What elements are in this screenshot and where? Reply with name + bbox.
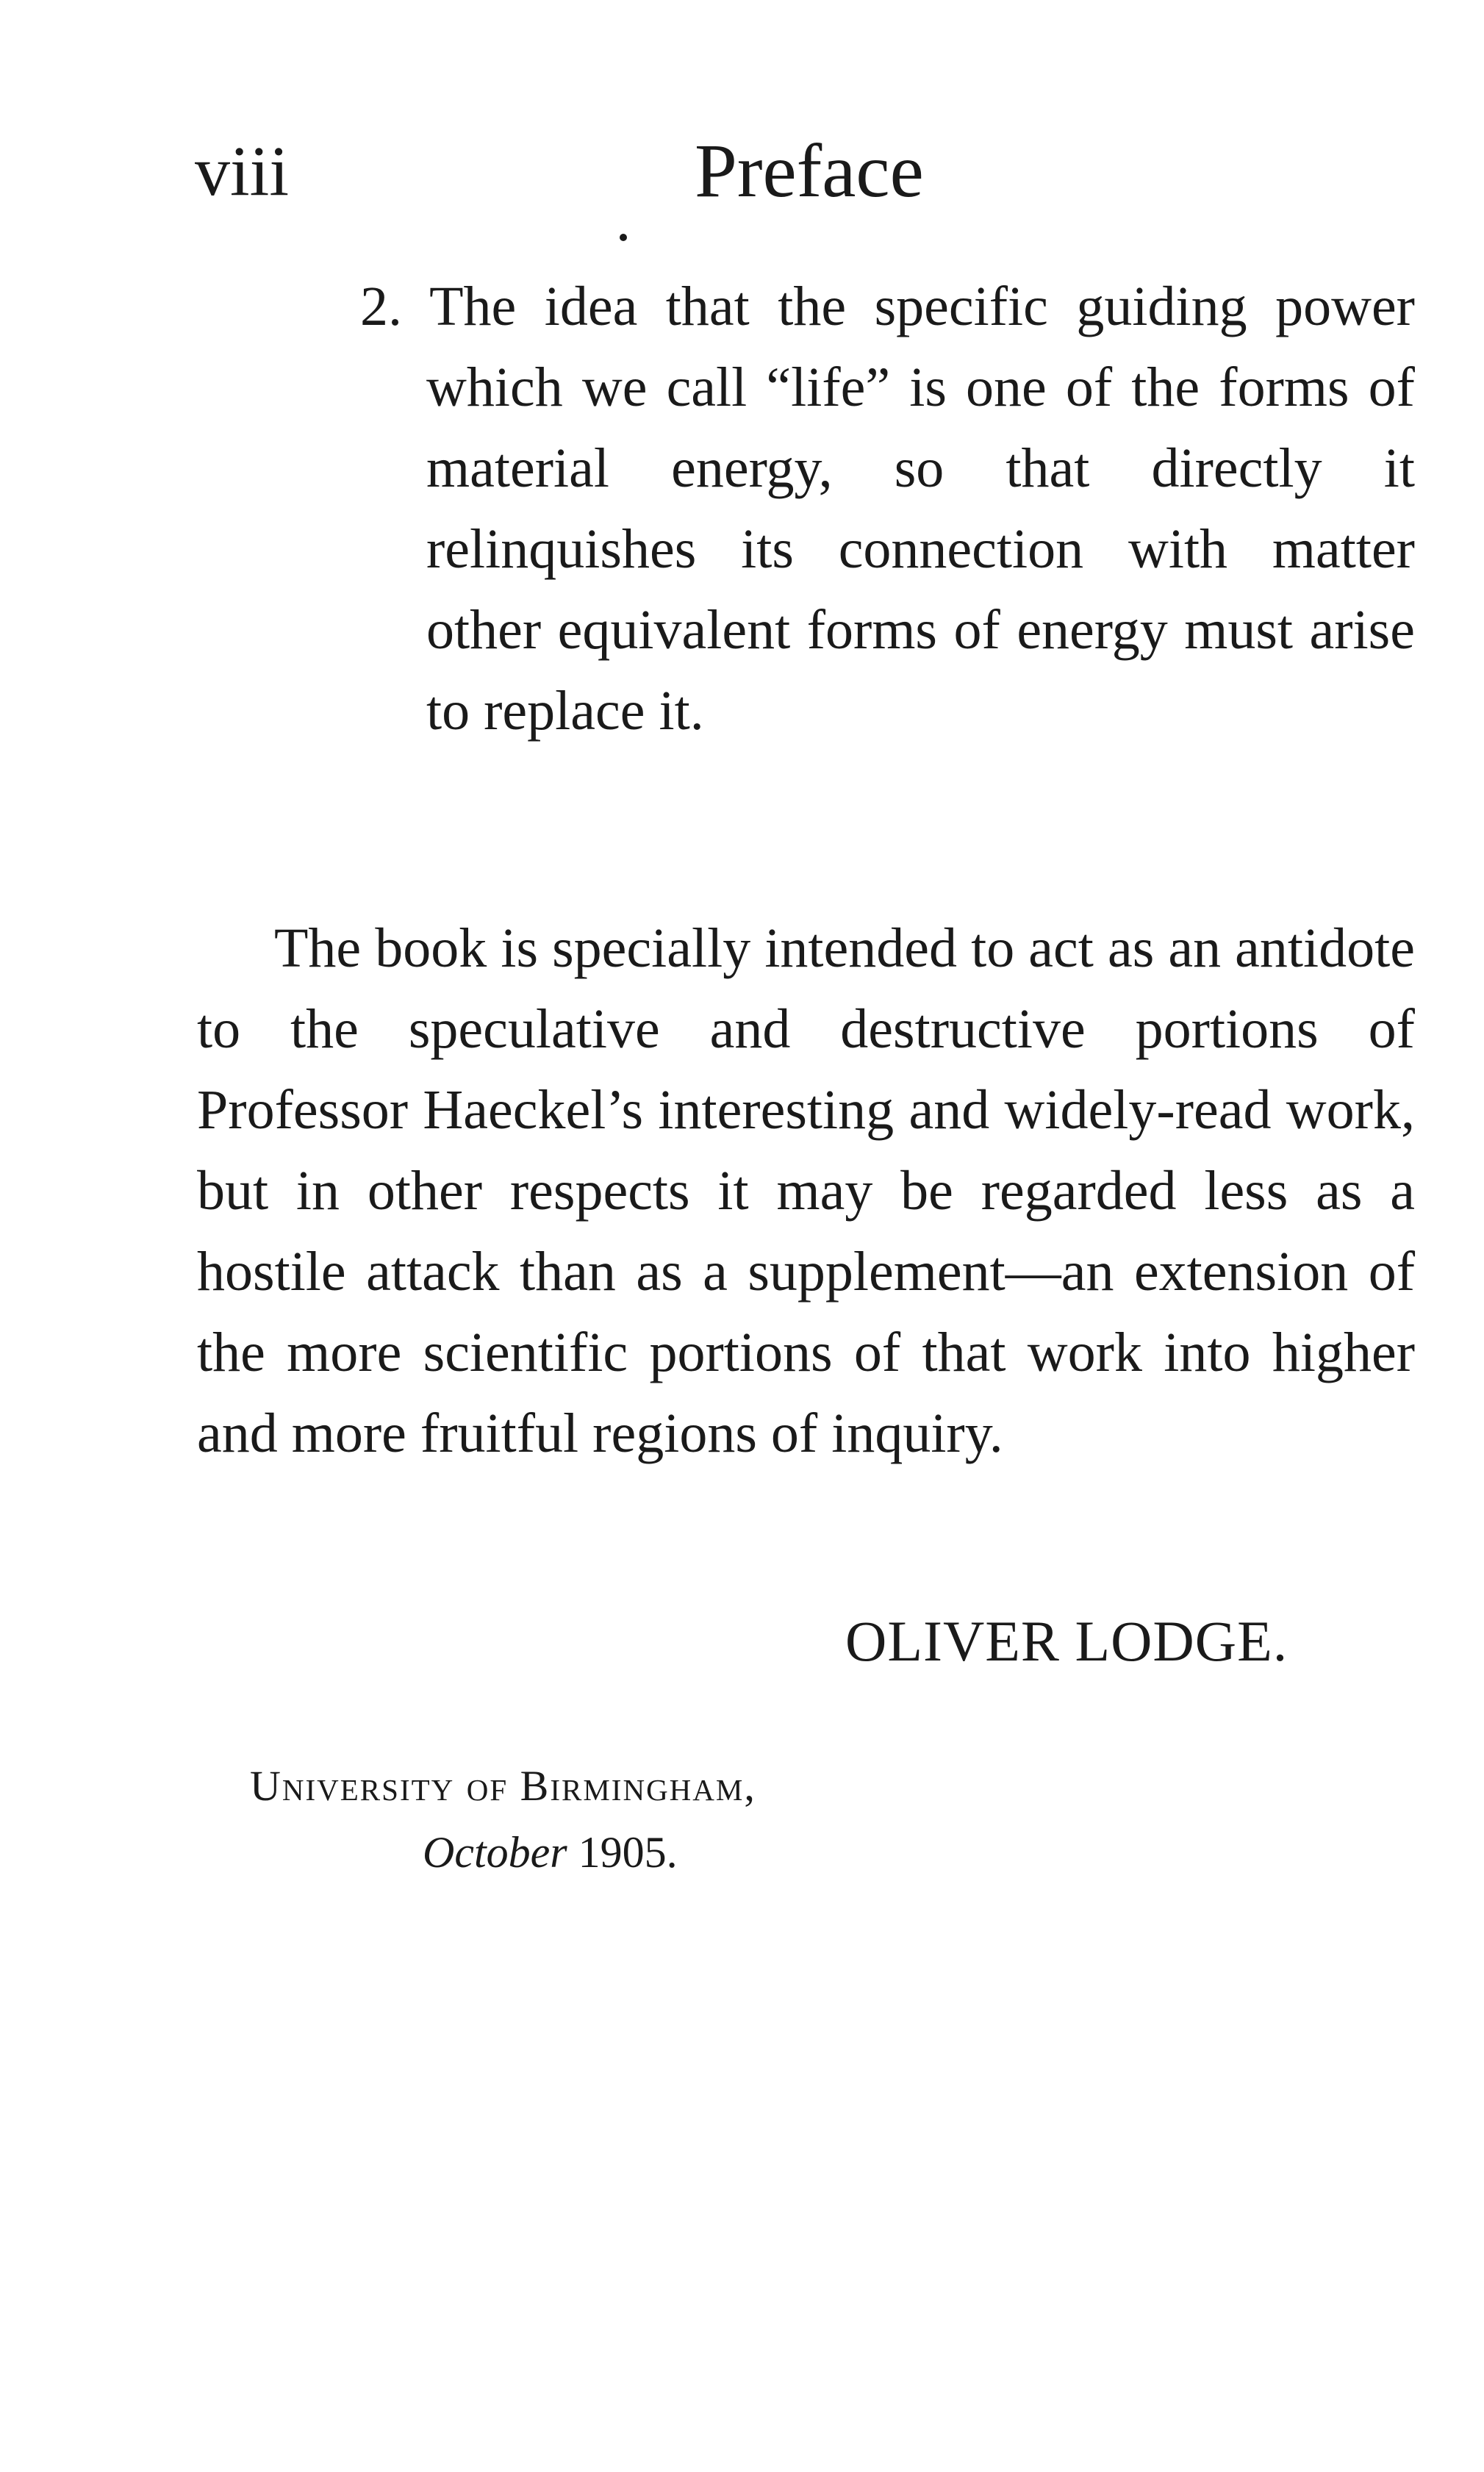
item-number: 2. <box>360 276 402 337</box>
running-head: Preface <box>695 129 924 213</box>
body-paragraph: The book is specially intended to act as an antidote to the speculative and destructive portions of Professor Haeckel’s interesting and widely-read work, but in other respects it may be regarded less as a hostile attack than as a supplement—an extension of the more scientific portions of that work into higher and more fruitful regions of inquiry. <box>197 917 1415 1464</box>
dateline-month: October <box>423 1828 567 1877</box>
author-signature: OLIVER LODGE. <box>845 1609 1288 1673</box>
page-header <box>195 123 1415 219</box>
print-speck <box>620 234 627 241</box>
dateline-year: 1905. <box>578 1828 678 1877</box>
dateline-place: University of Birmingham, <box>250 1762 756 1810</box>
dateline-date <box>423 1823 678 1882</box>
page-number: viii <box>195 132 290 210</box>
numbered-item <box>268 266 1415 751</box>
item-text: The idea that the specific guiding power which we call “life” is one of the forms of material energy, so that directly it relinquishes its connection with matter other equivalent forms of energy must arise to replace it. <box>426 276 1415 742</box>
numbered-item-body <box>268 266 1415 751</box>
